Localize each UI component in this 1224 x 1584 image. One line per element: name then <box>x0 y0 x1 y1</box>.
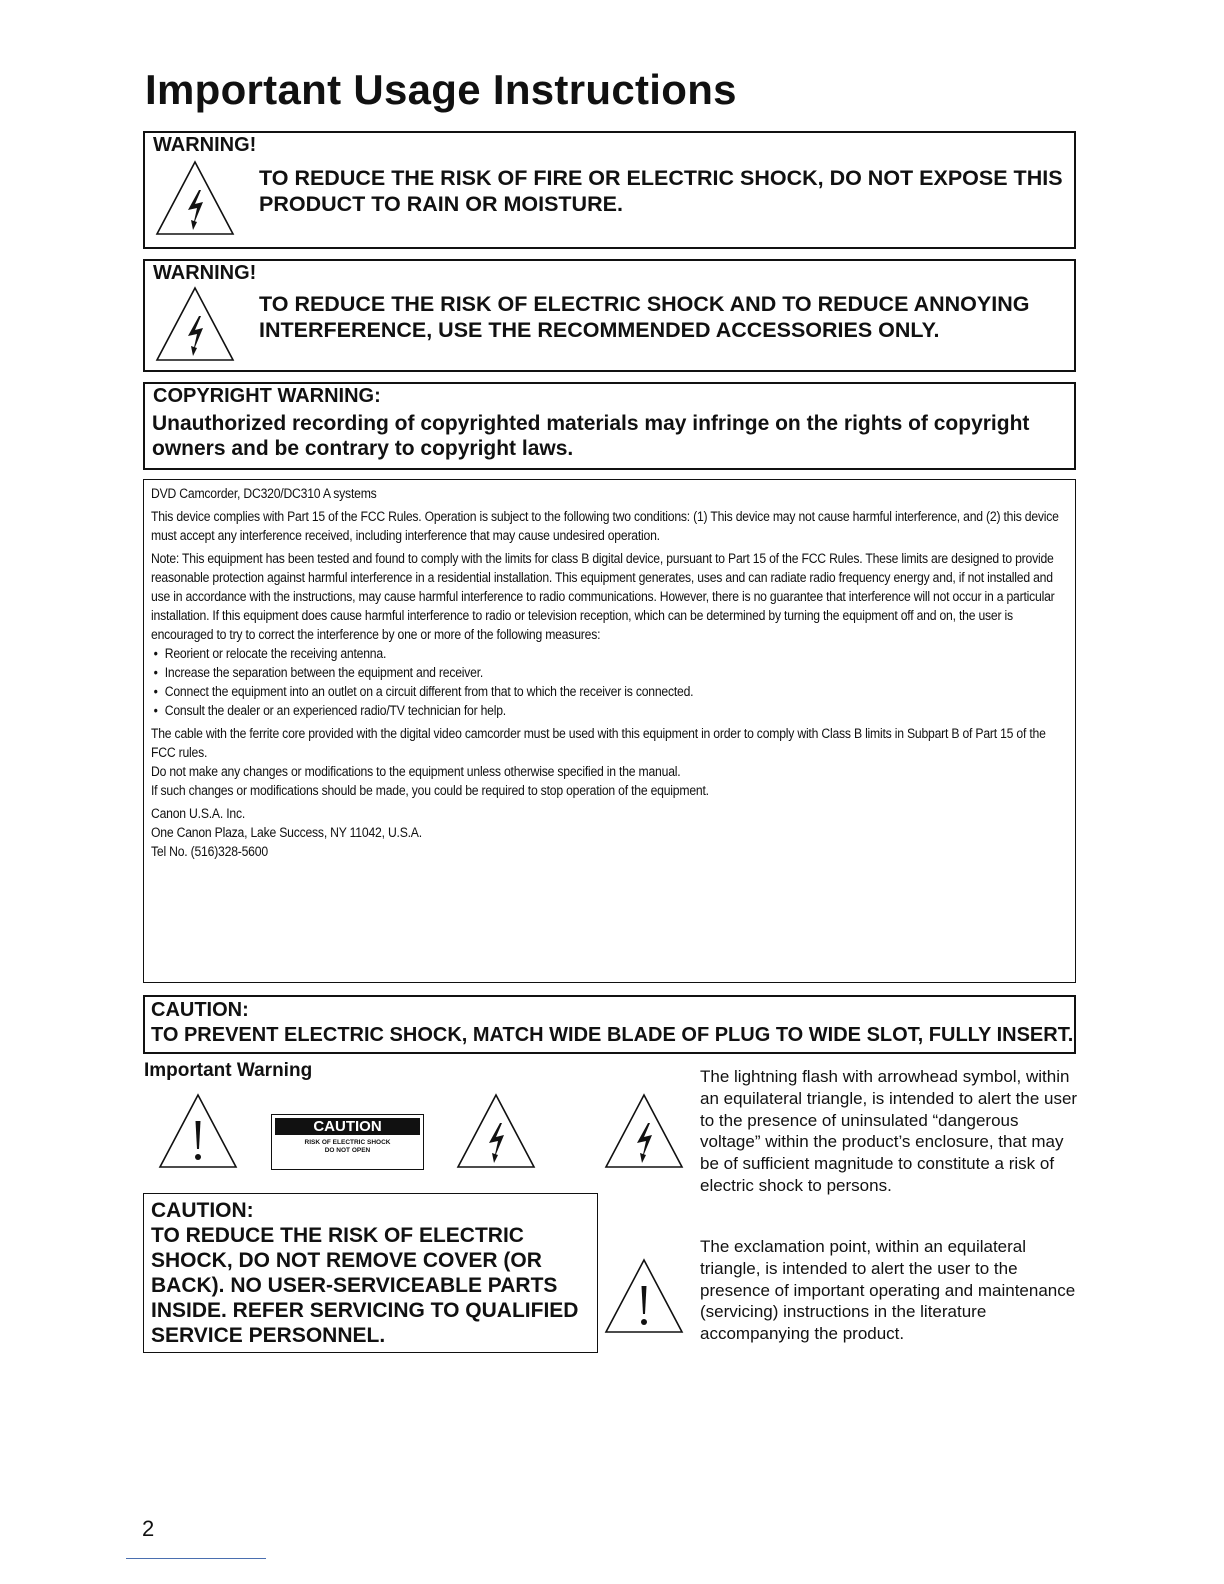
lightning-explanation: The lightning flash with arrowhead symbol, within an equilateral triangle, is intended to alert the user to the presence of uninsulated “dangerous voltage” within the product’s enclosure, that may be of sufficient magnitude to constitute a risk of electric shock to persons. <box>700 1067 1078 1195</box>
measures-list <box>151 645 1063 721</box>
model-line: DVD Camcorder, DC320/DC310 A systems <box>151 486 377 502</box>
fcc-statement <box>151 485 1063 862</box>
list-item: • Reorient or relocate the receiving antenna. <box>151 645 1063 664</box>
exclamation-warning-icon <box>158 1093 238 1171</box>
important-warning-heading: Important Warning <box>144 1060 313 1081</box>
copyright-label: COPYRIGHT WARNING: <box>153 385 381 407</box>
caution-label: CAUTION: <box>151 999 249 1021</box>
warning-label: WARNING! <box>153 134 257 156</box>
note-paragraph: Note: This equipment has been tested and found to comply with the limits for class B digital device, pursuant to Part 15 of the FCC Rules. These limits are designed to provide reasonable protection against harmful interference in a residential installation. This equipment generates, uses and can radiate radio frequency energy and, if not installed and use in accordance with the instructions, may cause harmful interference to radio communications. However, there is no guarantee that interference will not occur in a particular installation. If this equipment does cause harmful interference to radio or television reception, which can be determined by turning the equipment off and on, the user is encouraged to try to correct the interference by one or more of the following measures: <box>151 551 1055 643</box>
changes-line: Do not make any changes or modifications to the equipment unless otherwise specified in the manual. <box>151 764 681 780</box>
list-item: • Consult the dealer or an experienced radio/TV technician for help. <box>151 702 1063 721</box>
company-name: Canon U.S.A. Inc. <box>151 806 246 822</box>
copyright-text: Unauthorized recording of copyrighted materials may infringe on the rights of copyright owners and be contrary to copyright laws. <box>152 412 1030 460</box>
warning-text: TO REDUCE THE RISK OF FIRE OR ELECTRIC SHOCK, DO NOT EXPOSE THIS PRODUCT TO RAIN OR MOISTURE. <box>259 166 1063 216</box>
exclamation-explanation: The exclamation point, within an equilateral triangle, is intended to alert the user to the presence of important operating and maintenance (servicing) instructions in the literature accompanying the product. <box>700 1237 1076 1344</box>
caution-text: TO PREVENT ELECTRIC SHOCK, MATCH WIDE BLADE OF PLUG TO WIDE SLOT, FULLY INSERT. <box>151 1024 1074 1046</box>
warning-text: TO REDUCE THE RISK OF ELECTRIC SHOCK AND TO REDUCE ANNOYING INTERFERENCE, USE THE RECOMMENDED ACCESSORIES ONLY. <box>259 292 1030 342</box>
list-item: • Increase the separation between the equipment and receiver. <box>151 664 1063 683</box>
page-title: Important Usage Instructions <box>145 66 737 113</box>
caution-label-text: RISK OF ELECTRIC SHOCK DO NOT OPEN <box>304 1139 391 1154</box>
lightning-warning-icon <box>456 1093 536 1171</box>
warning-label: WARNING! <box>153 262 257 284</box>
footer-divider <box>126 1558 266 1559</box>
service-caution: CAUTION: TO REDUCE THE RISK OF ELECTRIC SHOCK, DO NOT REMOVE COVER (OR BACK). NO USER-SERVICEABLE PARTS INSIDE. REFER SERVICING TO QUALIFIED SERVICE PERSONNEL. <box>151 1199 579 1347</box>
changes-line: If such changes or modifications should be made, you could be required to stop operation of the equipment. <box>151 783 709 799</box>
exclamation-symbol-icon <box>604 1258 684 1336</box>
company-phone: Tel No. (516)328-5600 <box>151 844 268 860</box>
caution-label: CAUTION: <box>151 1199 254 1222</box>
lightning-warning-icon <box>155 160 235 238</box>
caution-label-graphic <box>271 1114 424 1170</box>
lightning-symbol-icon <box>604 1093 684 1171</box>
company-address: One Canon Plaza, Lake Success, NY 11042, U.S.A. <box>151 825 422 841</box>
list-item: • Connect the equipment into an outlet on a circuit different from that to which the receiver is connected. <box>151 683 1063 702</box>
ferrite-paragraph: The cable with the ferrite core provided with the digital video camcorder must be used with this equipment in order to comply with Class B limits in Subpart B of Part 15 of the FCC rules. <box>151 726 1046 761</box>
caution-label-header: CAUTION <box>275 1118 420 1135</box>
compliance-paragraph: This device complies with Part 15 of the FCC Rules. Operation is subject to the following two conditions: (1) This device may not cause harmful interference, and (2) this device must accept any interference received, including interference that may cause undesired operation. <box>151 509 1059 544</box>
page-number: 2 <box>142 1516 155 1541</box>
lightning-warning-icon <box>155 286 235 364</box>
plug-caution <box>151 998 1073 1048</box>
